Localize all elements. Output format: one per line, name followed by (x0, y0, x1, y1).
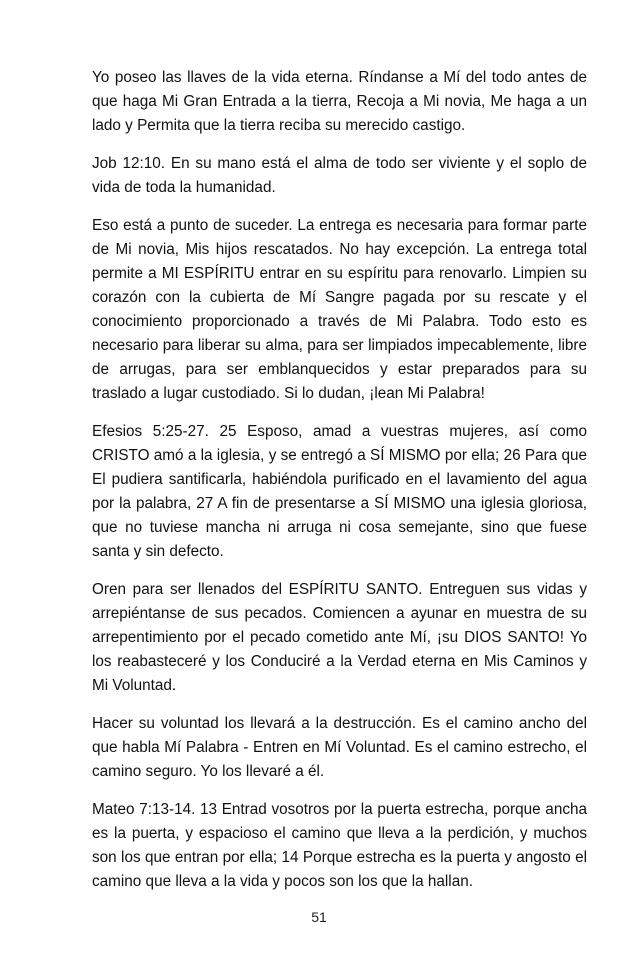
paragraph-1: Yo poseo las llaves de la vida eterna. Ríndanse a Mí del todo antes de que haga Mi Gran Entrada a la tierra, Recoja a Mi novia, Me haga a un lado y Permita que la tierra reciba su merecido castigo. (92, 69, 587, 134)
paragraph-6: Hacer su voluntad los llevará a la destrucción. Es el camino ancho del que habla Mí Palabra - Entren en Mí Voluntad. Es el camino estrecho, el camino seguro. Yo los llevaré a él. (92, 715, 587, 780)
page-body (92, 66, 587, 908)
paragraph-2: Job 12:10. En su mano está el alma de todo ser viviente y el soplo de vida de toda la humanidad. (92, 155, 587, 196)
paragraph-7: Mateo 7:13-14. 13 Entrad vosotros por la puerta estrecha, porque ancha es la puerta, y espacioso el camino que lleva a la perdición, y muchos son los que entran por ella; 14 Porque estrecha es la puerta y angosto el camino que lleva a la vida y pocos son los que la hallan. (92, 801, 587, 890)
paragraph-3: Eso está a punto de suceder. La entrega es necesaria para formar parte de Mi novia, Mis hijos rescatados. No hay excepción. La entrega total permite a MI ESPÍRITU entrar en su espíritu para renovarlo. Limpien su corazón con la cubierta de Mí Sangre pagada por su rescate y el conocimiento proporcionado a través de Mi Palabra. Todo esto es necesario para liberar su alma, para ser limpiados impecablemente, libre de arrugas, para ser emblanquecidos y estar preparados para su traslado a lugar custodiado. Si lo dudan, ¡lean Mi Palabra! (92, 217, 587, 402)
paragraph-4: Efesios 5:25-27. 25 Esposo, amad a vuestras mujeres, así como CRISTO amó a la iglesia, y se entregó a SÍ MISMO por ella; 26 Para que El pudiera santificarla, habiéndola purificado en el lavamiento del agua por la palabra, 27 A fin de presentarse a SÍ MISMO una iglesia gloriosa, que no tuviese mancha ni arruga ni cosa semejante, sino que fuese santa y sin defecto. (92, 423, 587, 560)
page-number: 51 (311, 909, 327, 925)
paragraph-5: Oren para ser llenados del ESPÍRITU SANTO. Entreguen sus vidas y arrepiéntanse de sus pecados. Comiencen a ayunar en muestra de su arrepentimiento por el pecado cometido ante Mí, ¡su DIOS SANTO! Yo los reabasteceré y los Conduciré a la Verdad eterna en Mis Caminos y Mi Voluntad. (92, 581, 587, 694)
